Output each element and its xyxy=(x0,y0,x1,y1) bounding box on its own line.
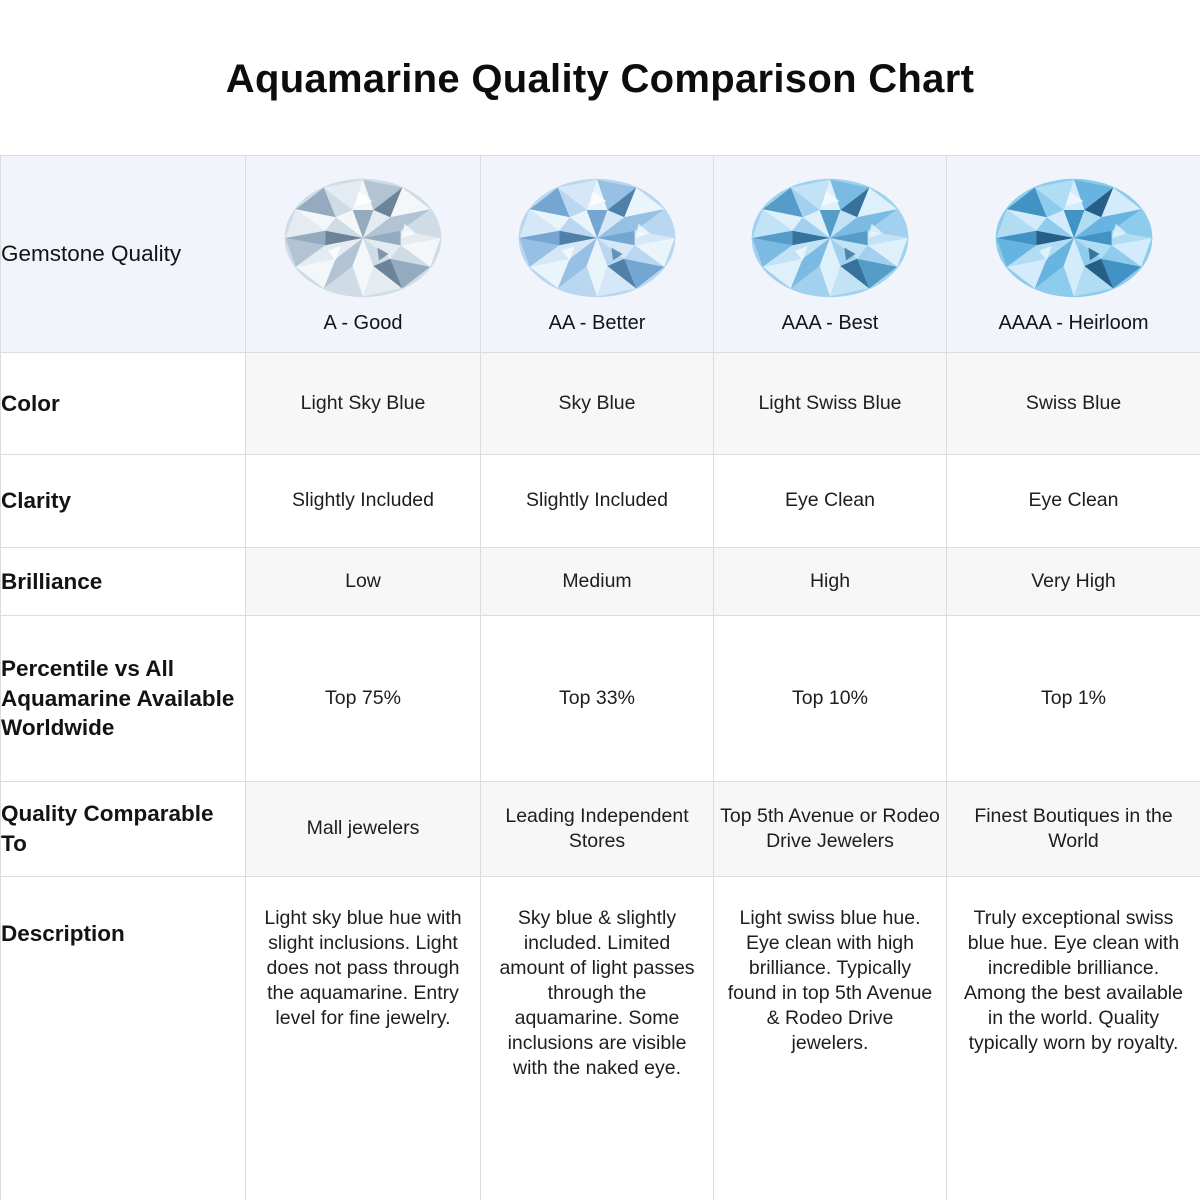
grade-column-aaaa-heirloom xyxy=(947,156,1200,353)
row-brilliance xyxy=(1,548,1200,616)
gem-icon-aaaa-heirloom xyxy=(994,177,1154,299)
row-label: Brilliance xyxy=(1,548,246,616)
gem-icon-aaa-best xyxy=(750,177,910,299)
cell-value: Light Sky Blue xyxy=(246,353,481,455)
cell-value: Swiss Blue xyxy=(947,353,1200,455)
row-label: Description xyxy=(1,877,246,1200)
row-percentile xyxy=(1,616,1200,782)
gem-icon-aa-better xyxy=(517,177,677,299)
cell-value: Mall jewelers xyxy=(246,782,481,877)
grade-column-aa-better xyxy=(481,156,714,353)
header-row xyxy=(1,156,1200,353)
grade-label: AA - Better xyxy=(548,312,646,334)
cell-value: Light swiss blue hue. Eye clean with high brilliance. Typically found in top 5th Avenue & Rodeo Drive jewelers. xyxy=(714,877,947,1200)
cell-value: Top 10% xyxy=(714,616,947,782)
grade-column-aaa-best xyxy=(714,156,947,353)
row-label: Quality Comparable To xyxy=(1,782,246,877)
row-label: Color xyxy=(1,353,246,455)
cell-value: Sky Blue xyxy=(481,353,714,455)
grade-label: AAA - Best xyxy=(781,312,879,334)
cell-value: Slightly Included xyxy=(246,455,481,548)
cell-value: Medium xyxy=(481,548,714,616)
row-label: Percentile vs All Aquamarine Available Worldwide xyxy=(1,616,246,782)
cell-value: Light Swiss Blue xyxy=(714,353,947,455)
cell-value: Top 1% xyxy=(947,616,1200,782)
cell-value: Sky blue & slightly included. Limited amount of light passes through the aquamarine. Some inclusions are visible with the naked eye. xyxy=(481,877,714,1200)
cell-value: Low xyxy=(246,548,481,616)
grade-label: AAAA - Heirloom xyxy=(998,312,1149,334)
header-label: Gemstone Quality xyxy=(1,156,246,353)
row-quality-comparable xyxy=(1,782,1200,877)
cell-value: Slightly Included xyxy=(481,455,714,548)
cell-value: Top 75% xyxy=(246,616,481,782)
cell-value: Eye Clean xyxy=(947,455,1200,548)
page-title: Aquamarine Quality Comparison Chart xyxy=(225,57,975,101)
row-label: Clarity xyxy=(1,455,246,548)
cell-value: Finest Boutiques in the World xyxy=(947,782,1200,877)
row-color xyxy=(1,353,1200,455)
grade-label: A - Good xyxy=(323,312,403,334)
cell-value: High xyxy=(714,548,947,616)
cell-value: Light sky blue hue with slight inclusions. Light does not pass through the aquamarine. Entry level for fine jewelry. xyxy=(246,877,481,1200)
row-clarity xyxy=(1,455,1200,548)
cell-value: Leading Independent Stores xyxy=(481,782,714,877)
comparison-table xyxy=(0,155,1200,1200)
grade-column-a-good xyxy=(246,156,481,353)
cell-value: Top 33% xyxy=(481,616,714,782)
cell-value: Very High xyxy=(947,548,1200,616)
cell-value: Eye Clean xyxy=(714,455,947,548)
row-description xyxy=(1,877,1200,1200)
gem-icon-a-good xyxy=(283,177,443,299)
cell-value: Top 5th Avenue or Rodeo Drive Jewelers xyxy=(714,782,947,877)
cell-value: Truly exceptional swiss blue hue. Eye clean with incredible brilliance. Among the best available in the world. Quality typically worn by royalty. xyxy=(947,877,1200,1200)
